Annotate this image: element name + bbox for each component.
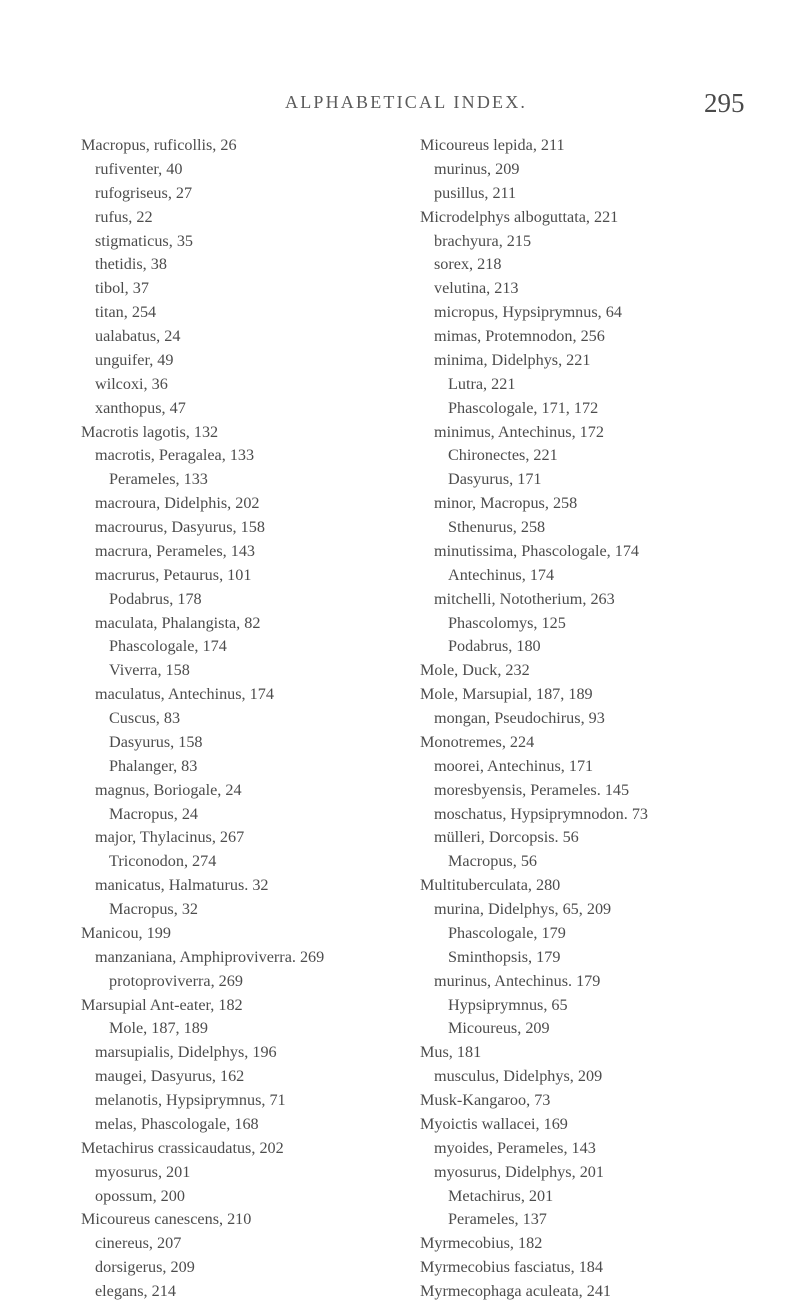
index-entry: micropus, Hypsiprymnus, 64 [434, 303, 622, 322]
index-entry: minor, Macropus, 258 [434, 494, 578, 513]
index-entry: opossum, 200 [95, 1186, 185, 1205]
index-entry: Macropus, 56 [448, 852, 538, 871]
index-entry: Mole, 187, 189 [109, 1019, 208, 1038]
index-entry: Cuscus, 83 [109, 709, 181, 727]
index-entry: Macropus, 24 [109, 804, 199, 823]
index-entry: Mole, Duck, 232 [420, 661, 530, 680]
index-entry: Phascolomys, 125 [448, 613, 566, 632]
index-entry: Macropus, ruficollis, 26 [81, 136, 237, 154]
index-entry: mongan, Pseudochirus, 93 [434, 709, 605, 727]
index-entry: Macrotis lagotis, 132 [81, 422, 219, 441]
index-entry: Myoictis wallacei, 169 [420, 1114, 568, 1133]
index-entry: Phalanger, 83 [109, 756, 198, 775]
index-entry: xanthopus, 47 [95, 398, 186, 417]
index-entry: pusillus, 211 [434, 183, 517, 202]
index-entry: Myrmecophaga aculeata, 241 [420, 1282, 612, 1300]
index-entry: macrura, Perameles, 143 [95, 541, 256, 560]
index-entry: macrotis, Peragalea, 133 [95, 446, 255, 465]
index-entry: murina, Didelphys, 65, 209 [434, 900, 612, 918]
index-entry: melanotis, Hypsiprymnus, 71 [95, 1091, 286, 1109]
index-entry: Monotremes, 224 [420, 732, 535, 751]
index-entry: murinus, Antechinus. 179 [434, 971, 601, 990]
index-entry: stigmaticus, 35 [95, 231, 194, 250]
index-entry: major, Thylacinus, 267 [95, 828, 245, 847]
index-entry: Marsupial Ant-eater, 182 [81, 995, 243, 1014]
index-column-right [420, 134, 780, 1304]
index-entry: ualabatus, 24 [95, 327, 181, 345]
index-entry: titan, 254 [95, 303, 157, 322]
index-entry: maculata, Phalangista, 82 [95, 613, 261, 632]
index-entry: mimas, Protemnodon, 256 [434, 327, 605, 345]
index-entry: minutissima, Phascologale, 174 [434, 541, 640, 560]
index-entry: Dasyurus, 158 [109, 732, 203, 751]
index-entry: wilcoxi, 36 [95, 374, 168, 393]
index-entry: Macropus, 32 [109, 900, 199, 918]
index-entry: manzaniana, Amphiproviverra. 269 [95, 947, 325, 966]
index-entry: Triconodon, 274 [109, 852, 217, 871]
index-entry: Phascologale, 171, 172 [448, 398, 599, 417]
index-entry: minima, Didelphys, 221 [434, 350, 591, 369]
index-entry: maculatus, Antechinus, 174 [95, 685, 274, 704]
index-entry: brachyura, 215 [434, 231, 532, 250]
index-entry: Perameles, 133 [109, 470, 208, 489]
index-entry: Chironectes, 221 [448, 446, 558, 465]
index-entry: rufogriseus, 27 [95, 183, 193, 202]
index-entry: Phascologale, 174 [109, 637, 227, 656]
index-entry: thetidis, 38 [95, 255, 167, 274]
index-entry: Microdelphys alboguttata, 221 [420, 207, 619, 226]
index-entry: Micoureus canescens, 210 [81, 1210, 252, 1229]
index-entry: Mus, 181 [420, 1043, 482, 1062]
index-column-left [81, 134, 421, 1304]
index-entry: moschatus, Hypsiprymnodon. 73 [434, 804, 649, 823]
index-entry: macrourus, Dasyurus, 158 [95, 518, 265, 536]
running-head [0, 88, 800, 124]
index-entry: manicatus, Halmaturus. 32 [95, 876, 269, 895]
index-entry: rufus, 22 [95, 207, 153, 226]
index-entry: Viverra, 158 [109, 661, 190, 680]
index-entry: Myrmecobius fasciatus, 184 [420, 1258, 603, 1277]
index-entry: sorex, 218 [434, 255, 502, 274]
index-entry: Metachirus, 201 [448, 1186, 554, 1205]
index-entry: Multituberculata, 280 [420, 876, 561, 895]
index-entry: myoides, Perameles, 143 [434, 1138, 596, 1157]
index-entry: myosurus, Didelphys, 201 [434, 1162, 604, 1181]
index-entry: minimus, Antechinus, 172 [434, 422, 604, 441]
index-entry: moorei, Antechinus, 171 [434, 756, 594, 775]
index-entry: protoproviverra, 269 [109, 971, 243, 990]
index-entry: myosurus, 201 [95, 1162, 191, 1181]
index-entry: macroura, Didelphis, 202 [95, 494, 260, 513]
index-entry: elegans, 214 [95, 1282, 176, 1300]
index-entry: Podabrus, 178 [109, 589, 202, 608]
index-entry: moresbyensis, Perameles. 145 [434, 780, 630, 799]
index-entry: mülleri, Dorcopsis. 56 [434, 828, 579, 847]
index-entry: Manicou, 199 [81, 923, 171, 942]
index-entry: Mole, Marsupial, 187, 189 [420, 685, 593, 704]
index-entry: velutina, 213 [434, 279, 519, 298]
index-entry: Podabrus, 180 [448, 637, 541, 656]
running-title: ALPHABETICAL INDEX. [285, 92, 528, 112]
index-entry: murinus, 209 [434, 159, 520, 178]
index-entry: maugei, Dasyurus, 162 [95, 1067, 245, 1086]
index-entry: Sminthopsis, 179 [448, 947, 561, 966]
index-entry: Micoureus, 209 [448, 1019, 550, 1038]
index-entry: macrurus, Petaurus, 101 [95, 565, 252, 584]
index-entry: magnus, Boriogale, 24 [95, 780, 242, 799]
index-entry: Metachirus crassicaudatus, 202 [81, 1138, 284, 1157]
index-entry: cinereus, 207 [95, 1234, 182, 1253]
index-entry: mitchelli, Nototherium, 263 [434, 589, 615, 608]
index-entry: musculus, Didelphys, 209 [434, 1067, 603, 1086]
index-entry: tibol, 37 [95, 279, 149, 298]
index-entry: Micoureus lepida, 211 [420, 136, 565, 154]
index-entry: Myrmecobius, 182 [420, 1234, 543, 1253]
index-entry: Lutra, 221 [448, 374, 516, 393]
index-entry: Sthenurus, 258 [448, 518, 546, 536]
index-entry: Dasyurus, 171 [448, 470, 542, 489]
index-entry: Musk-Kangaroo, 73 [420, 1091, 551, 1109]
index-entry: melas, Phascologale, 168 [95, 1114, 259, 1133]
index-entry: dorsigerus, 209 [95, 1258, 195, 1277]
index-entry: marsupialis, Didelphys, 196 [95, 1043, 277, 1062]
index-entry: Hypsiprymnus, 65 [448, 995, 568, 1014]
index-entry: Phascologale, 179 [448, 923, 566, 942]
index-entry: Antechinus, 174 [448, 565, 555, 584]
index-entry: Perameles, 137 [448, 1210, 547, 1229]
index-entry: unguifer, 49 [95, 350, 174, 369]
page-number: 295 [704, 88, 745, 118]
index-entry: rufiventer, 40 [95, 159, 183, 178]
